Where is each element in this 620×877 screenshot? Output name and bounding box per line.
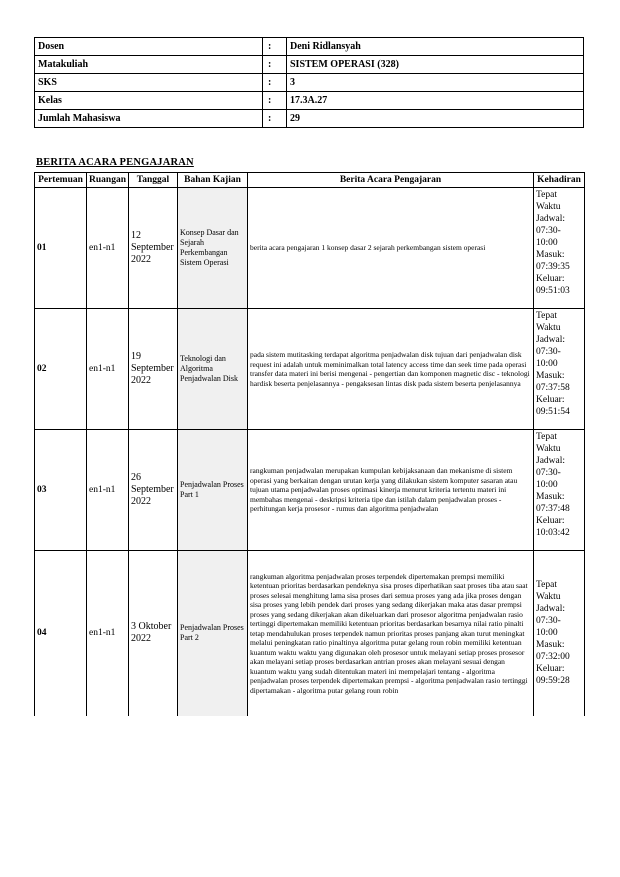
info-value: 17.3A.27 [287,92,584,110]
kehadiran-line: 07:37:48 [536,504,570,514]
kehadiran-line: 07:30- [536,616,561,627]
kehadiran-line: Keluar: [536,395,565,405]
kehadiran-line: 10:03:42 [536,528,570,538]
cell-bahan-kajian: Konsep Dasar dan Sejarah Perkembangan Sistem Operasi [178,188,248,309]
teaching-record-table [34,172,585,716]
kehadiran-line: 10:00 [536,238,558,248]
info-separator: : [263,56,287,74]
kehadiran-line: Keluar: [536,516,565,526]
kehadiran-line: Tepat [536,311,557,321]
kehadiran-line: 07:37:58 [536,383,570,393]
table-row [35,430,585,551]
cell-berita-acara: rangkuman algoritma penjadwalan proses terpendek dipertemakan prempsi memiliki ketentuan prioritas berdasarkan pendeknya sisa proses diperhatikan saat proses tiba atau saat proses selesai menghitung lama sisa proses dari semua proses yang ada jika proses dengan sisa proses yang lebih pendek dari proses yang sedang dikerjakan maka atas dasar prempsi proses yang sedang dikerjakan akan dikeluarkan dari prosesor algoritma penjadwalan rasio tertinggi dipertemakan memiliki ketentuan prioritas berdasarkan besarnya nilai ratio pinalti tetap mendahulukan proses terpendek namun prioritas proses panjang akan turut meningkat melalui peningkatan ratio pinaltinya algoritma putar gelang roun robin memiliki ketentuan kuantum waktu waktu yang digunakan oleh prosesor untuk melayani setiap proses prosesor akan melayani setiap proses berdasarkan antrian proses akan melayani sesuai dengan kuantum waktu yang sudah ditentukan materi ini mempelajari tentang - algoritma penjadwalan proses terpendek dipertemakan prempsi - algoritma penjadwalan rasio tertinggi dipertamakan - algoritma putar gelang roun robin [248,551,534,716]
cell-berita-acara: pada sistem mutitasking terdapat algoritma penjadwalan disk tujuan dari penjadwalan disk request ini adalah untuk meminimalkan total latency access time dan seek time pada operasi transfer data materi ini berisi mengenai - pengertian dan komponen magnetic disc - teknologi hardisk beserta penjelasannya - pengaksesan lintas disk pada sistem beserta penjelasannya [248,309,534,430]
lecture-info-table [34,37,584,128]
info-row [35,38,584,56]
header-bahan-kajian: Bahan Kajian [178,173,248,188]
kehadiran-line: Jadwal: [536,604,566,615]
cell-pertemuan: 02 [35,309,87,430]
kehadiran-line: Tepat [536,432,557,442]
kehadiran-line: Masuk: [536,492,565,502]
cell-bahan-kajian: Penjadwalan Proses Part 2 [178,551,248,716]
info-separator: : [263,74,287,92]
kehadiran-line: Waktu [536,444,561,454]
cell-pertemuan: 04 [35,551,87,716]
teaching-record-body [35,188,585,716]
kehadiran-line: Masuk: [536,371,565,381]
table-row [35,188,585,309]
cell-pertemuan: 03 [35,430,87,551]
info-separator: : [263,92,287,110]
info-value: 29 [287,110,584,128]
kehadiran-line: Waktu [536,323,561,333]
kehadiran-line: Jadwal: [536,456,566,466]
info-row [35,92,584,110]
kehadiran-line: 10:00 [536,480,558,490]
info-row [35,56,584,74]
info-separator: : [263,110,287,128]
table-header-row [35,173,585,188]
cell-berita-acara: rangkuman penjadwalan merupakan kumpulan kebijaksanaan dan mekanisme di sistem operasi yang berkaitan dengan urutan kerja yang dilakukan sistem komputer sasaran atau tujuan utama penjadwalan proses optimasi kinerja menurut kriteria tertentu materi ini membahas mengenai - deskripsi kriteria tipe dan istilah dalam penjadwalan proses - perhitungan kerja prosesor - rumus dan algoritma penjadwalan [248,430,534,551]
kehadiran-line: Waktu [536,202,561,212]
info-value: 3 [287,74,584,92]
kehadiran-line: Tepat [536,580,557,591]
kehadiran-line: 10:00 [536,628,558,639]
cell-berita-acara: berita acara pengajaran 1 konsep dasar 2 sejarah perkembangan sistem operasi [248,188,534,309]
info-label: SKS [35,74,263,92]
header-ruangan: Ruangan [87,173,129,188]
header-pertemuan: Pertemuan [35,173,87,188]
cell-tanggal: 12 September 2022 [129,188,178,309]
cell-ruangan: en1-n1 [87,430,129,551]
kehadiran-line: Tepat [536,190,557,200]
kehadiran-line: Jadwal: [536,214,566,224]
info-value: Deni Ridlansyah [287,38,584,56]
info-label: Kelas [35,92,263,110]
cell-bahan-kajian: Penjadwalan Proses Part 1 [178,430,248,551]
cell-ruangan: en1-n1 [87,188,129,309]
cell-tanggal: 26 September 2022 [129,430,178,551]
kehadiran-line: 07:39:35 [536,262,570,272]
section-title: BERITA ACARA PENGAJARAN [36,157,194,168]
lecture-info-body [35,38,584,128]
kehadiran-line: Masuk: [536,250,565,260]
cell-tanggal: 19 September 2022 [129,309,178,430]
kehadiran-line: 09:51:03 [536,286,570,296]
kehadiran-line: 07:30- [536,226,561,236]
header-tanggal: Tanggal [129,173,178,188]
cell-pertemuan: 01 [35,188,87,309]
kehadiran-line: 10:00 [536,359,558,369]
kehadiran-line: Masuk: [536,640,565,651]
cell-kehadiran [534,551,585,716]
kehadiran-line: Waktu [536,592,561,603]
kehadiran-line: 07:30- [536,468,561,478]
kehadiran-line: Jadwal: [536,335,566,345]
info-label: Matakuliah [35,56,263,74]
kehadiran-line: 07:30- [536,347,561,357]
info-row [35,110,584,128]
header-berita-acara: Berita Acara Pengajaran [248,173,534,188]
info-label: Jumlah Mahasiswa [35,110,263,128]
kehadiran-line: 09:51:54 [536,407,570,417]
table-row [35,309,585,430]
cell-ruangan: en1-n1 [87,309,129,430]
cell-kehadiran [534,188,585,309]
cell-kehadiran [534,430,585,551]
kehadiran-line: Keluar: [536,664,565,675]
info-separator: : [263,38,287,56]
cell-bahan-kajian: Teknologi dan Algoritma Penjadwalan Disk [178,309,248,430]
cell-tanggal: 3 Oktober 2022 [129,551,178,716]
cell-ruangan: en1-n1 [87,551,129,716]
info-row [35,74,584,92]
kehadiran-line: 09:59:28 [536,676,570,687]
cell-kehadiran [534,309,585,430]
table-row [35,551,585,716]
info-value: SISTEM OPERASI (328) [287,56,584,74]
kehadiran-line: 07:32:00 [536,652,570,663]
info-label: Dosen [35,38,263,56]
kehadiran-line: Keluar: [536,274,565,284]
header-kehadiran: Kehadiran [534,173,585,188]
